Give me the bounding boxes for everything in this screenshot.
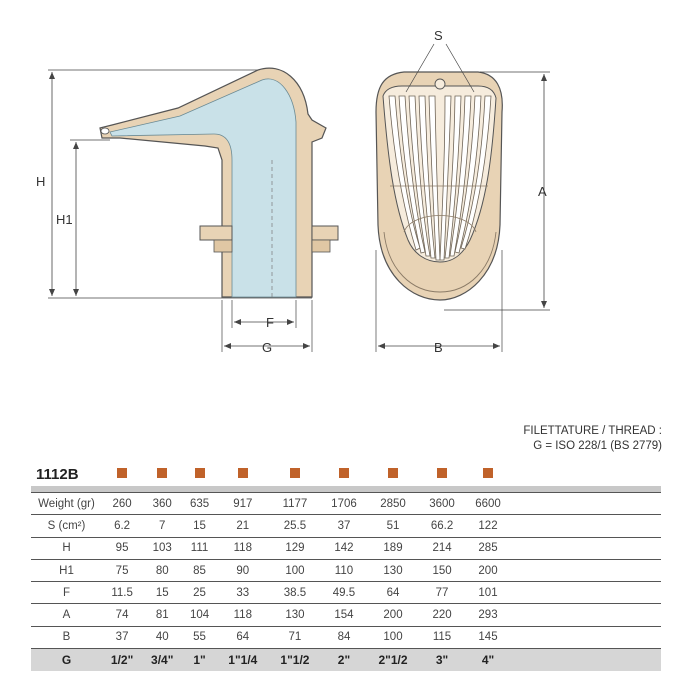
g-label: G — [262, 340, 273, 355]
screw-hole-icon — [101, 128, 109, 134]
table-cell: 71 — [269, 626, 321, 648]
table-cell: 285 — [465, 537, 511, 559]
row-label: G — [31, 649, 102, 672]
color-swatch-icon — [117, 468, 127, 478]
table-cell: 129 — [269, 537, 321, 559]
model-name: 1112B — [36, 465, 79, 483]
table-cell: 118 — [217, 604, 269, 626]
table-cell: 200 — [465, 559, 511, 581]
size-swatch — [321, 462, 367, 486]
table-cell: 189 — [367, 537, 419, 559]
color-swatch-icon — [483, 468, 493, 478]
row-label: H — [31, 537, 102, 559]
size-swatch — [367, 462, 419, 486]
thread-size-cell: 1" — [182, 649, 216, 672]
table-cell: 95 — [102, 537, 142, 559]
color-swatch-icon — [437, 468, 447, 478]
table-filler — [511, 649, 661, 672]
table-cell: 115 — [419, 626, 465, 648]
table-filler — [511, 493, 661, 515]
table-cell: 38.5 — [269, 582, 321, 604]
table-cell: 25 — [182, 582, 216, 604]
side-view-channel — [110, 79, 296, 297]
h1-label: H1 — [56, 212, 73, 227]
table-filler — [511, 559, 661, 581]
size-swatch — [269, 462, 321, 486]
thread-size-cell: 4" — [465, 649, 511, 672]
color-swatch-icon — [290, 468, 300, 478]
thread-note-line2: G = ISO 228/1 (BS 2779) — [533, 440, 662, 452]
table-cell: 66.2 — [419, 515, 465, 537]
table-filler — [511, 604, 661, 626]
table-cell: 130 — [367, 559, 419, 581]
table-cell: 293 — [465, 604, 511, 626]
side-view-nut-right — [312, 226, 338, 240]
thread-size-cell: 3" — [419, 649, 465, 672]
top-screw-icon — [435, 79, 445, 89]
table-cell: 130 — [269, 604, 321, 626]
table-cell: 64 — [217, 626, 269, 648]
a-label: A — [538, 184, 547, 199]
thread-size-cell: 1"1/4 — [217, 649, 269, 672]
thread-size-cell: 3/4" — [142, 649, 182, 672]
table-cell: 7 — [142, 515, 182, 537]
table-cell: 37 — [102, 626, 142, 648]
color-swatch-icon — [388, 468, 398, 478]
thread-size-cell: 1"1/2 — [269, 649, 321, 672]
table-cell: 51 — [367, 515, 419, 537]
side-view-nut — [200, 226, 232, 240]
color-swatch-icon — [195, 468, 205, 478]
table-cell: 101 — [465, 582, 511, 604]
thread-size-cell: 2" — [321, 649, 367, 672]
table-row — [31, 515, 661, 537]
model-row — [31, 462, 661, 486]
size-swatch — [217, 462, 269, 486]
table-cell: 25.5 — [269, 515, 321, 537]
table-cell: 64 — [367, 582, 419, 604]
table-row — [31, 604, 661, 626]
table-filler — [511, 582, 661, 604]
thread-note-line1: FILETTATURE / THREAD : — [523, 425, 662, 437]
table-cell: 100 — [269, 559, 321, 581]
table-cell: 6600 — [465, 493, 511, 515]
thread-size-row — [31, 649, 661, 672]
f-label: F — [266, 315, 274, 330]
table-cell: 103 — [142, 537, 182, 559]
table-filler — [511, 537, 661, 559]
size-swatch — [142, 462, 182, 486]
table-cell: 1706 — [321, 493, 367, 515]
table-cell: 55 — [182, 626, 216, 648]
table-row — [31, 626, 661, 648]
color-swatch-icon — [339, 468, 349, 478]
table-cell: 2850 — [367, 493, 419, 515]
table-cell: 81 — [142, 604, 182, 626]
table-cell: 37 — [321, 515, 367, 537]
size-swatch — [465, 462, 511, 486]
table-cell: 260 — [102, 493, 142, 515]
table-row — [31, 537, 661, 559]
size-swatch — [419, 462, 465, 486]
table-row — [31, 493, 661, 515]
table-cell: 21 — [217, 515, 269, 537]
table-cell: 49.5 — [321, 582, 367, 604]
table-cell: 3600 — [419, 493, 465, 515]
row-label: F — [31, 582, 102, 604]
s-label: S — [434, 28, 443, 43]
table-cell: 6.2 — [102, 515, 142, 537]
table-cell: 75 — [102, 559, 142, 581]
table-cell: 122 — [465, 515, 511, 537]
table-cell: 85 — [182, 559, 216, 581]
thread-size-cell: 2"1/2 — [367, 649, 419, 672]
thread-size-cell: 1/2" — [102, 649, 142, 672]
row-label: S (cm²) — [31, 515, 102, 537]
table-cell: 100 — [367, 626, 419, 648]
table-row — [31, 582, 661, 604]
table-cell: 154 — [321, 604, 367, 626]
table-cell: 635 — [182, 493, 216, 515]
table-filler — [511, 626, 661, 648]
table-cell: 200 — [367, 604, 419, 626]
front-view — [376, 28, 550, 355]
table-cell: 77 — [419, 582, 465, 604]
table-cell: 1177 — [269, 493, 321, 515]
table-filler — [511, 462, 661, 486]
table-cell: 15 — [142, 582, 182, 604]
table-filler — [511, 515, 661, 537]
color-swatch-icon — [157, 468, 167, 478]
table-cell: 118 — [217, 537, 269, 559]
table-cell: 33 — [217, 582, 269, 604]
thread-note — [523, 424, 662, 454]
table-cell: 90 — [217, 559, 269, 581]
table-cell: 142 — [321, 537, 367, 559]
table-cell: 214 — [419, 537, 465, 559]
row-label: A — [31, 604, 102, 626]
table-cell: 917 — [217, 493, 269, 515]
table-cell: 40 — [142, 626, 182, 648]
table-cell: 74 — [102, 604, 142, 626]
row-label: Weight (gr) — [31, 493, 102, 515]
table-cell: 15 — [182, 515, 216, 537]
specifications-table — [31, 462, 661, 671]
side-view-nut-shade — [214, 240, 232, 252]
row-label: B — [31, 626, 102, 648]
side-view-nut-shade-right — [312, 240, 330, 252]
table-cell: 84 — [321, 626, 367, 648]
table-cell: 80 — [142, 559, 182, 581]
side-view — [36, 68, 338, 355]
row-label: H1 — [31, 559, 102, 581]
table-cell: 150 — [419, 559, 465, 581]
size-swatch — [182, 462, 216, 486]
h-label: H — [36, 174, 46, 189]
table-cell: 111 — [182, 537, 216, 559]
color-swatch-icon — [238, 468, 248, 478]
table-cell: 11.5 — [102, 582, 142, 604]
b-label: B — [434, 340, 443, 355]
table-cell: 360 — [142, 493, 182, 515]
table-cell: 220 — [419, 604, 465, 626]
table-cell: 104 — [182, 604, 216, 626]
table-row — [31, 559, 661, 581]
table-cell: 110 — [321, 559, 367, 581]
table-cell: 145 — [465, 626, 511, 648]
size-swatch — [102, 462, 142, 486]
